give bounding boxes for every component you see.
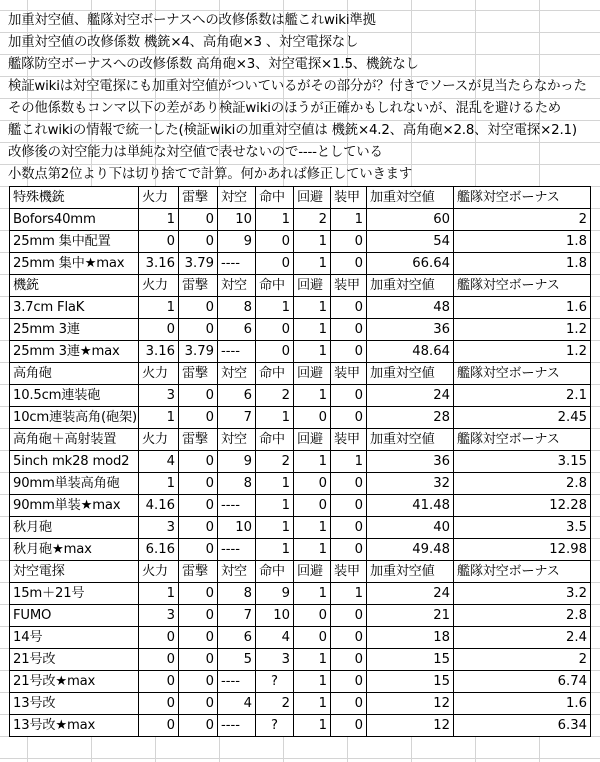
value-cell: 0	[294, 627, 331, 649]
section-title: 機銃	[10, 275, 139, 297]
column-header: 回避	[294, 429, 331, 451]
column-header: 雷撃	[179, 187, 218, 209]
value-cell: 21	[367, 605, 454, 627]
value-cell: 1	[294, 649, 331, 671]
value-cell: 7	[218, 605, 256, 627]
equipment-name: FUMO	[10, 605, 139, 627]
value-cell: 41.48	[367, 495, 454, 517]
value-cell: 0	[179, 319, 218, 341]
value-cell: 0	[179, 473, 218, 495]
value-cell: 0	[179, 231, 218, 253]
section-header-row	[10, 275, 591, 297]
section-title: 特殊機銃	[10, 187, 139, 209]
table-row	[10, 341, 591, 363]
value-cell: 9	[218, 451, 256, 473]
value-cell: 0	[139, 319, 179, 341]
value-cell: 0	[256, 253, 294, 275]
value-cell: 66.64	[367, 253, 454, 275]
value-cell: 1	[331, 209, 367, 231]
value-cell: ----	[218, 495, 256, 517]
column-header: 艦隊対空ボーナス	[454, 363, 591, 385]
column-header: 命中	[256, 429, 294, 451]
column-header: 装甲	[331, 429, 367, 451]
value-cell: 6.34	[454, 715, 591, 737]
value-cell: 1	[294, 297, 331, 319]
note-line: その他係数もコンマ以下の差があり検証wikiのほうが正確かもしれないが、混乱を避けるため	[8, 101, 561, 116]
table-row	[10, 517, 591, 539]
value-cell: ----	[218, 539, 256, 561]
value-cell: 0	[331, 715, 367, 737]
value-cell: 0	[139, 693, 179, 715]
table-row	[10, 539, 591, 561]
value-cell: 0	[331, 341, 367, 363]
value-cell: 4	[256, 627, 294, 649]
table-row	[10, 605, 591, 627]
value-cell: 3.16	[139, 341, 179, 363]
value-cell: 24	[367, 385, 454, 407]
column-header: 加重対空値	[367, 363, 454, 385]
value-cell: 1	[139, 297, 179, 319]
value-cell: 0	[179, 451, 218, 473]
section-header-row	[10, 363, 591, 385]
value-cell: 1	[294, 517, 331, 539]
value-cell: 1	[139, 473, 179, 495]
equipment-name: 秋月砲	[10, 517, 139, 539]
equipment-name: 25mm 3連	[10, 319, 139, 341]
value-cell: 0	[294, 495, 331, 517]
value-cell: 2.8	[454, 473, 591, 495]
column-header: 艦隊対空ボーナス	[454, 429, 591, 451]
value-cell: 0	[331, 495, 367, 517]
table-row	[10, 297, 591, 319]
value-cell: 1.6	[454, 297, 591, 319]
value-cell: 3	[139, 385, 179, 407]
value-cell: 0	[331, 473, 367, 495]
value-cell: 4	[139, 451, 179, 473]
value-cell: 9	[218, 231, 256, 253]
value-cell: 3.79	[179, 253, 218, 275]
column-header: 命中	[256, 561, 294, 583]
table-row	[10, 209, 591, 231]
value-cell: 0	[139, 627, 179, 649]
column-header: 命中	[256, 363, 294, 385]
value-cell: 3	[256, 649, 294, 671]
section-header-row	[10, 561, 591, 583]
equipment-name: 14号	[10, 627, 139, 649]
value-cell: 0	[179, 407, 218, 429]
value-cell: 6	[218, 627, 256, 649]
section-header-row	[10, 429, 591, 451]
value-cell: 10	[218, 209, 256, 231]
value-cell: 2	[454, 649, 591, 671]
value-cell: 1	[294, 539, 331, 561]
column-header: 艦隊対空ボーナス	[454, 187, 591, 209]
note-line: 艦これwikiの情報で統一した(検証wikiの加重対空値は 機銃×4.2、高角砲×2.8、対空電探×2.1)	[8, 123, 577, 138]
column-header: 装甲	[331, 363, 367, 385]
note-line: 加重対空値の改修係数 機銃×4、高角砲×3 、対空電探なし	[8, 35, 359, 50]
value-cell: 1	[294, 385, 331, 407]
value-cell: 0	[179, 715, 218, 737]
table-row	[10, 253, 591, 275]
value-cell: 12	[367, 693, 454, 715]
section-title: 対空電探	[10, 561, 139, 583]
equipment-name: 秋月砲★max	[10, 539, 139, 561]
value-cell: 36	[367, 451, 454, 473]
column-header: 加重対空値	[367, 275, 454, 297]
column-header: 命中	[256, 275, 294, 297]
value-cell: 2.45	[454, 407, 591, 429]
column-header: 艦隊対空ボーナス	[454, 561, 591, 583]
value-cell: 0	[139, 649, 179, 671]
equipment-name: Bofors40mm	[10, 209, 139, 231]
value-cell: 54	[367, 231, 454, 253]
table-row	[10, 715, 591, 737]
value-cell: 0	[179, 209, 218, 231]
value-cell: 48	[367, 297, 454, 319]
value-cell: 0	[179, 671, 218, 693]
note-line: 改修後の対空能力は単純な対空値で表せないので----としている	[8, 145, 383, 160]
value-cell: 1	[294, 231, 331, 253]
column-header: 雷撃	[179, 275, 218, 297]
note-line: 艦隊防空ボーナスへの改修係数 高角砲×3、対空電探×1.5、機銃なし	[8, 57, 419, 72]
value-cell: 1	[256, 495, 294, 517]
value-cell: 4.16	[139, 495, 179, 517]
column-header: 装甲	[331, 561, 367, 583]
column-header: 雷撃	[179, 363, 218, 385]
value-cell: 1	[256, 517, 294, 539]
equipment-name: 21号改★max	[10, 671, 139, 693]
value-cell: 1	[294, 715, 331, 737]
value-cell: ----	[218, 253, 256, 275]
value-cell: 0	[331, 539, 367, 561]
column-header: 火力	[139, 275, 179, 297]
value-cell: 3	[139, 517, 179, 539]
value-cell: 0	[331, 649, 367, 671]
note-line: 小数点第2位より下は切り捨てで計算。何かあれば修正していきます	[8, 167, 413, 182]
column-header: 回避	[294, 275, 331, 297]
table-row	[10, 385, 591, 407]
value-cell: 2	[454, 209, 591, 231]
value-cell: 1.8	[454, 231, 591, 253]
section-title: 高角砲＋高射装置	[10, 429, 139, 451]
value-cell: 6	[218, 385, 256, 407]
value-cell: ----	[218, 341, 256, 363]
column-header: 装甲	[331, 187, 367, 209]
value-cell: 2	[256, 693, 294, 715]
column-header: 対空	[218, 429, 256, 451]
equipment-name: 5inch mk28 mod2	[10, 451, 139, 473]
equipment-name: 13号改★max	[10, 715, 139, 737]
value-cell: 1	[294, 693, 331, 715]
value-cell: 6.16	[139, 539, 179, 561]
value-cell: 28	[367, 407, 454, 429]
column-header: 装甲	[331, 275, 367, 297]
value-cell: 8	[218, 583, 256, 605]
value-cell: 1	[139, 583, 179, 605]
value-cell: 60	[367, 209, 454, 231]
value-cell: 3.15	[454, 451, 591, 473]
value-cell: 0	[179, 649, 218, 671]
value-cell: 3	[139, 605, 179, 627]
table-row	[10, 451, 591, 473]
value-cell: 0	[256, 341, 294, 363]
value-cell: 0	[331, 253, 367, 275]
table-row	[10, 495, 591, 517]
value-cell: 1	[331, 583, 367, 605]
value-cell: 49.48	[367, 539, 454, 561]
equipment-name: 90mm単装高角砲	[10, 473, 139, 495]
table-row	[10, 583, 591, 605]
value-cell: ?	[256, 715, 294, 737]
column-header: 対空	[218, 363, 256, 385]
column-header: 命中	[256, 187, 294, 209]
table-row	[10, 649, 591, 671]
value-cell: 12	[367, 715, 454, 737]
value-cell: 40	[367, 517, 454, 539]
value-cell: 10	[256, 605, 294, 627]
value-cell: 15	[367, 671, 454, 693]
column-header: 回避	[294, 561, 331, 583]
value-cell: 0	[331, 231, 367, 253]
column-header: 対空	[218, 561, 256, 583]
value-cell: 1	[256, 297, 294, 319]
notes-block	[8, 10, 600, 186]
value-cell: 18	[367, 627, 454, 649]
value-cell: 3.2	[454, 583, 591, 605]
column-header: 火力	[139, 187, 179, 209]
value-cell: 1	[256, 473, 294, 495]
column-header: 加重対空値	[367, 429, 454, 451]
value-cell: 0	[139, 231, 179, 253]
value-cell: 1	[294, 583, 331, 605]
value-cell: ?	[256, 671, 294, 693]
value-cell: 6	[218, 319, 256, 341]
column-header: 雷撃	[179, 429, 218, 451]
column-header: 火力	[139, 561, 179, 583]
column-header: 回避	[294, 187, 331, 209]
column-header: 加重対空値	[367, 561, 454, 583]
table-row	[10, 473, 591, 495]
value-cell: 0	[179, 385, 218, 407]
value-cell: 8	[218, 473, 256, 495]
value-cell: 0	[331, 385, 367, 407]
value-cell: 1	[294, 671, 331, 693]
value-cell: 1	[331, 451, 367, 473]
value-cell: 24	[367, 583, 454, 605]
value-cell: 0	[331, 671, 367, 693]
value-cell: 3.79	[179, 341, 218, 363]
equipment-name: 10cm連装高角(砲架)	[10, 407, 139, 429]
value-cell: 1	[256, 407, 294, 429]
value-cell: 6.74	[454, 671, 591, 693]
column-header: 火力	[139, 363, 179, 385]
column-header: 雷撃	[179, 561, 218, 583]
value-cell: 0	[331, 517, 367, 539]
table-row	[10, 627, 591, 649]
value-cell: 12.28	[454, 495, 591, 517]
value-cell: 0	[294, 473, 331, 495]
equipment-name: 25mm 集中配置	[10, 231, 139, 253]
value-cell: 1	[139, 407, 179, 429]
value-cell: 0	[331, 297, 367, 319]
value-cell: 3.5	[454, 517, 591, 539]
equipment-name: 90mm単装★max	[10, 495, 139, 517]
column-header: 回避	[294, 363, 331, 385]
equipment-name: 10.5cm連装砲	[10, 385, 139, 407]
value-cell: 2	[256, 451, 294, 473]
value-cell: 5	[218, 649, 256, 671]
value-cell: 1	[294, 451, 331, 473]
note-line: 検証wikiは対空電探にも加重対空値がついているがその部分が？付きでソースが見当たらなかった	[8, 79, 587, 94]
value-cell: 1.2	[454, 341, 591, 363]
value-cell: 0	[179, 605, 218, 627]
value-cell: 7	[218, 407, 256, 429]
equipment-name: 13号改	[10, 693, 139, 715]
value-cell: 2.1	[454, 385, 591, 407]
section-header-row	[10, 187, 591, 209]
equipment-name: 15m＋21号	[10, 583, 139, 605]
note-line: 加重対空値、艦隊対空ボーナスへの改修係数は艦これwiki準拠	[8, 13, 376, 28]
value-cell: 0	[179, 297, 218, 319]
value-cell: 1.6	[454, 693, 591, 715]
value-cell: ----	[218, 715, 256, 737]
equipment-table	[9, 186, 591, 737]
value-cell: 32	[367, 473, 454, 495]
value-cell: 0	[139, 671, 179, 693]
value-cell: 36	[367, 319, 454, 341]
value-cell: 0	[294, 605, 331, 627]
value-cell: 48.64	[367, 341, 454, 363]
value-cell: 0	[179, 693, 218, 715]
value-cell: 0	[139, 715, 179, 737]
table-row	[10, 693, 591, 715]
value-cell: ----	[218, 671, 256, 693]
value-cell: 0	[294, 407, 331, 429]
equipment-name: 3.7cm FlaK	[10, 297, 139, 319]
value-cell: 0	[179, 539, 218, 561]
value-cell: 0	[331, 319, 367, 341]
value-cell: 1	[139, 209, 179, 231]
value-cell: 4	[218, 693, 256, 715]
column-header: 火力	[139, 429, 179, 451]
column-header: 対空	[218, 275, 256, 297]
equipment-name: 21号改	[10, 649, 139, 671]
value-cell: 0	[179, 627, 218, 649]
table-row	[10, 231, 591, 253]
column-header: 加重対空値	[367, 187, 454, 209]
value-cell: 2.4	[454, 627, 591, 649]
value-cell: 9	[256, 583, 294, 605]
value-cell: 10	[218, 517, 256, 539]
value-cell: 8	[218, 297, 256, 319]
column-header: 対空	[218, 187, 256, 209]
value-cell: 1	[294, 253, 331, 275]
value-cell: 1	[256, 209, 294, 231]
value-cell: 1	[294, 341, 331, 363]
column-header: 艦隊対空ボーナス	[454, 275, 591, 297]
value-cell: 0	[179, 495, 218, 517]
table-row	[10, 671, 591, 693]
value-cell: 0	[256, 319, 294, 341]
value-cell: 2	[256, 385, 294, 407]
value-cell: 0	[256, 231, 294, 253]
table-row	[10, 407, 591, 429]
section-title: 高角砲	[10, 363, 139, 385]
value-cell: 0	[179, 583, 218, 605]
value-cell: 0	[331, 605, 367, 627]
value-cell: 1.2	[454, 319, 591, 341]
value-cell: 2.8	[454, 605, 591, 627]
value-cell: 0	[179, 517, 218, 539]
value-cell: 1	[294, 319, 331, 341]
table-row	[10, 319, 591, 341]
value-cell: 0	[331, 407, 367, 429]
value-cell: 2	[294, 209, 331, 231]
value-cell: 1	[256, 539, 294, 561]
value-cell: 0	[331, 627, 367, 649]
value-cell: 0	[331, 693, 367, 715]
equipment-name: 25mm 集中★max	[10, 253, 139, 275]
value-cell: 12.98	[454, 539, 591, 561]
value-cell: 1.8	[454, 253, 591, 275]
value-cell: 15	[367, 649, 454, 671]
value-cell: 3.16	[139, 253, 179, 275]
equipment-name: 25mm 3連★max	[10, 341, 139, 363]
